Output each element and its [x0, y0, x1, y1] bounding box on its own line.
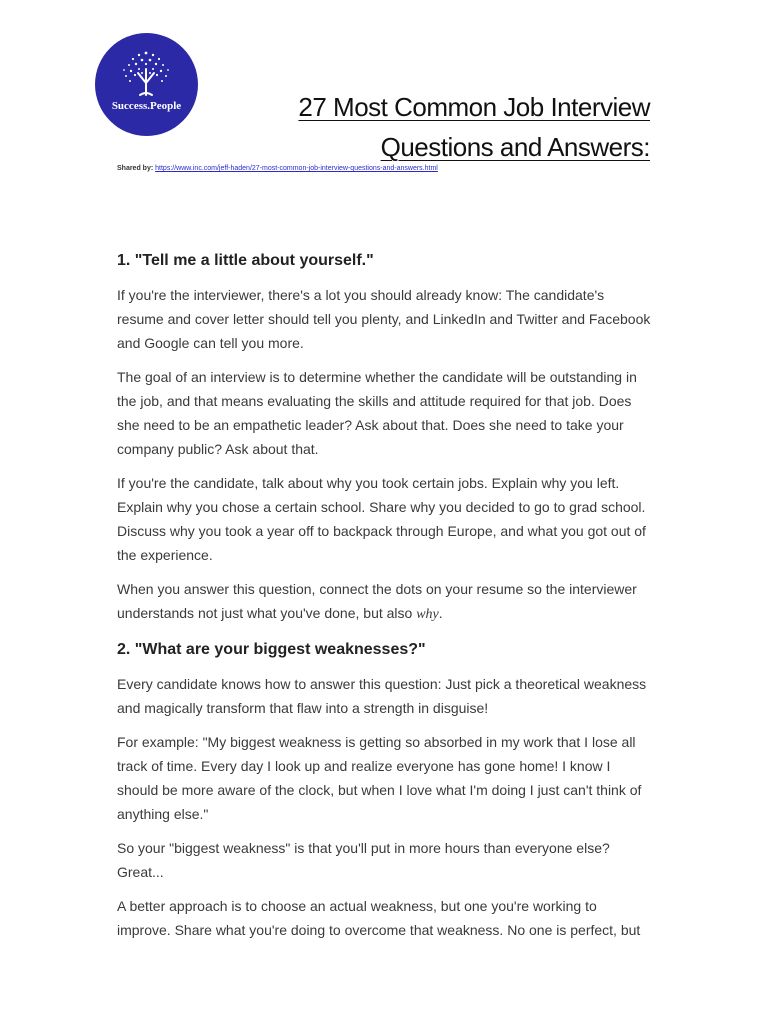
section-heading: 2. "What are your biggest weaknesses?" [117, 641, 426, 658]
document-title-line-1: 27 Most Common Job Interview [298, 92, 650, 122]
paragraph [117, 577, 651, 627]
tree-icon [95, 33, 198, 136]
document-title-line-2: Questions and Answers: [380, 132, 650, 162]
success-people-logo [95, 33, 198, 136]
paragraph: If you're the interviewer, there's a lot you should already know: The candidate's resume and cover letter should tell you plenty, and LinkedIn and Twitter and Facebook and Google can tell you more. [117, 287, 651, 351]
paragraph-text: When you answer this question, connect the dots on your resume so the interviewer understands not just what you've done, but also [117, 581, 637, 621]
shared-by-label: Shared by: [117, 165, 154, 172]
paragraph: A better approach is to choose an actual weakness, but one you're working to improve. Share what you're doing to overcome that weakness. No one is perfect, but [117, 898, 641, 938]
shared-by-line [117, 165, 438, 172]
source-link[interactable]: https://www.inc.com/jeff-haden/27-most-common-job-interview-questions-and-answers.html [155, 165, 438, 172]
paragraph: For example: "My biggest weakness is getting so absorbed in my work that I lose all track of time. Every day I look up and realize everyone has gone home! I know I should be more aware of the clock, but when I love what I'm doing I just can't think of anything else." [117, 734, 642, 822]
paragraph: So your "biggest weakness" is that you'll put in more hours than everyone else? Great... [117, 840, 610, 880]
paragraph: If you're the candidate, talk about why you took certain jobs. Explain why you left. Explain why you chose a certain school. Share why you decided to go to grad school. Discuss why you took a year off to backpack through Europe, and what you got out of the experience. [117, 475, 646, 563]
paragraph: Every candidate knows how to answer this question: Just pick a theoretical weakness and magically transform that flaw into a strength in disguise! [117, 676, 647, 716]
document-body [117, 248, 651, 942]
section-heading: 1. "Tell me a little about yourself." [117, 252, 374, 269]
logo-text: Success.People [111, 100, 182, 112]
paragraph-end: . [438, 605, 443, 621]
paragraph: The goal of an interview is to determine whether the candidate will be outstanding in the job, and that means evaluating the skills and attitude required for that job. Does she need to be an empathetic leader? Ask about that. Does she need to take your company public? Ask about that. [117, 369, 637, 457]
emphasis-text: why [416, 607, 439, 622]
